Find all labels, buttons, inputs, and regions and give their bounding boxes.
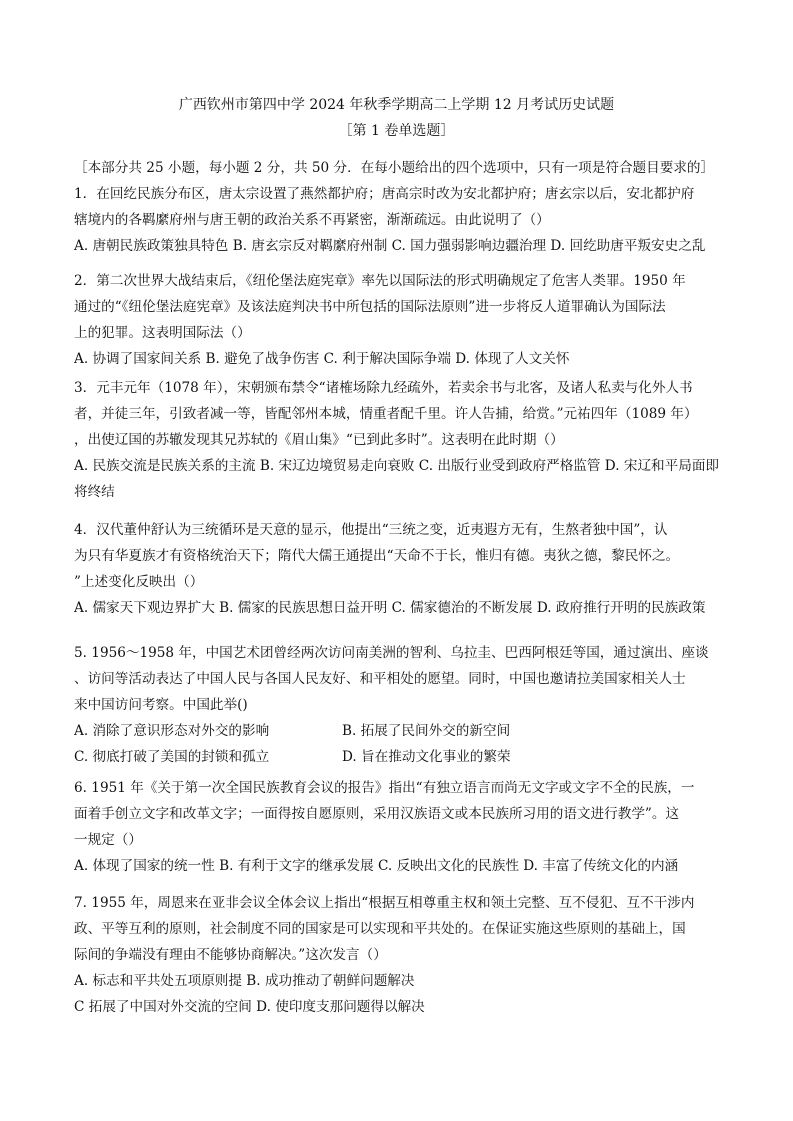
question-stem-line: ”上述变化反映出（） bbox=[74, 574, 204, 590]
question-stem-line: 面着手创立文字和改革文字；一面得按自愿原则，采用汉族语文或本民族所习用的语文进行教学”。这 bbox=[74, 806, 680, 822]
section-heading: ［第 1 卷单选题］ bbox=[338, 123, 455, 139]
option-b: B. 拓展了民间外交的新空间 bbox=[342, 723, 511, 739]
question-5 bbox=[74, 640, 722, 770]
options-row bbox=[74, 744, 722, 770]
question-7 bbox=[74, 890, 722, 1020]
options-row bbox=[74, 718, 722, 744]
question-stem-line: 4．汉代董仲舒认为三统循环是天意的显示，他提出“三统之变，近夷遐方无有，生熬者独中国”，认 bbox=[74, 522, 668, 538]
question-stem-line: 7. 1955 年，周恩来在亚非会议全体会议上指出“根据互相尊重主权和领土完整、互不侵犯、互不干涉内 bbox=[74, 895, 695, 911]
exam-title: 广西钦州市第四中学 2024 年秋季学期高二上学期 12 月考试历史试题 bbox=[178, 97, 615, 113]
question-stem-line: 者，并徒三年，引致者减一等，皆配邻州本城，情重者配千里。许人告捕，给赏。”元祐四年（1089 年） bbox=[74, 406, 698, 422]
question-stem-line: ，出使辽国的苏辙发现其兄苏轼的《眉山集》“已到此多时”。这表明在此时期（） bbox=[74, 432, 564, 448]
question-3 bbox=[74, 375, 722, 505]
instructions bbox=[74, 155, 722, 181]
question-stem-line: 、访问等活动表达了中国人民与各国人民友好、和平相处的愿望。同时，中国也邀请拉美国家相关人士 bbox=[74, 671, 686, 687]
question-stem-line: 5. 1956～1958 年，中国艺术团曾经两次访问南美洲的智利、乌拉圭、巴西阿根廷等国，通过演出、座谈 bbox=[74, 645, 709, 661]
question-stem-line: 际间的争端没有理由不能够协商解决。”这次发言（） bbox=[74, 947, 387, 963]
question-stem-line: 通过的“《纽伦堡法庭宪章》及该法庭判决书中所包括的国际法原则”进一步将反人道罪确认为国际法 bbox=[74, 299, 666, 315]
question-stem-line: 来中国访问考察。中国此举() bbox=[74, 697, 248, 713]
question-stem-line: 政、平等互利的原则，社会制度不同的国家是可以实现和平共处的。在保证实施这些原则的基础上，国 bbox=[74, 921, 686, 937]
question-stem-line: 为只有华夏族才有资格统治天下；隋代大儒王通提出“天命不于长，惟归有德。夷狄之德，黎民怀之。 bbox=[74, 548, 680, 564]
question-options: A. 协调了国家间关系 B. 避免了战争伤害 C. 利于解决国际争端 D. 体现了人文关怀 bbox=[74, 351, 570, 367]
question-options: A. 儒家天下观边界扩大 B. 儒家的民族思想日益开明 C. 儒家德治的不断发展 D. 政府推行开明的民族政策 bbox=[74, 600, 706, 616]
question-4 bbox=[74, 517, 722, 621]
question-6 bbox=[74, 775, 722, 879]
question-stem-line: 1．在回纥民族分布区，唐太宗设置了燕然都护府；唐高宗时改为安北都护府；唐玄宗以后，安北都护府 bbox=[74, 186, 695, 202]
question-stem-line: 上的犯罪。这表明国际法（） bbox=[74, 325, 251, 341]
question-options: A. 民族交流是民族关系的主流 B. 宋辽边境贸易走向衰败 C. 出版行业受到政府严格监管 D. 宋辽和平局面即 bbox=[74, 458, 720, 474]
question-options: A. 标志和平共处五项原则提 B. 成功推动了朝鲜问题解决 bbox=[74, 973, 415, 989]
question-stem-line: 一规定（） bbox=[74, 832, 142, 848]
option-a: A. 消除了意识形态对外交的影响 bbox=[74, 723, 270, 739]
question-options: A. 体现了国家的统一性 B. 有利于文字的继承发展 C. 反映出文化的民族性 D. 丰富了传统文化的内涵 bbox=[74, 858, 679, 874]
question-stem-line: 2．第二次世界大战结束后，《纽伦堡法庭宪章》率先以国际法的形式明确规定了危害人类罪。1950 年 bbox=[74, 273, 686, 289]
option-c: C. 彻底打破了美国的封锁和孤立 bbox=[74, 749, 270, 765]
option-d: D. 旨在推动文化事业的繁荣 bbox=[342, 749, 511, 765]
question-stem-line: 3．元丰元年（1078 年），宋朝颁布禁令“诸榷场除九经疏外，若卖余书与北客，及诸人私卖与化外人书 bbox=[74, 380, 693, 396]
question-options: C 拓展了中国对外交流的空间 D. 使印度支那问题得以解决 bbox=[74, 999, 425, 1015]
question-2 bbox=[74, 268, 722, 372]
question-options: 将终结 bbox=[74, 484, 115, 500]
question-options: A. 唐朝民族政策独具特色 B. 唐玄宗反对羁縻府州制 C. 国力强弱影响边疆治理 D. 回纥助唐平叛安史之乱 bbox=[74, 238, 706, 254]
question-stem-line: 6. 1951 年《关于第一次全国民族教育会议的报告》指出“有独立语言而尚无文字或文字不全的民族，一 bbox=[74, 780, 695, 796]
question-stem-line: 辖境内的各羁縻府州与唐王朝的政治关系不再紧密，渐渐疏远。由此说明了（） bbox=[74, 212, 550, 228]
question-1 bbox=[74, 181, 722, 259]
instructions-line: ［本部分共 25 小题，每小题 2 分，共 50 分．在每小题给出的四个选项中，只有一项是符合题目要求的］ bbox=[74, 160, 715, 176]
